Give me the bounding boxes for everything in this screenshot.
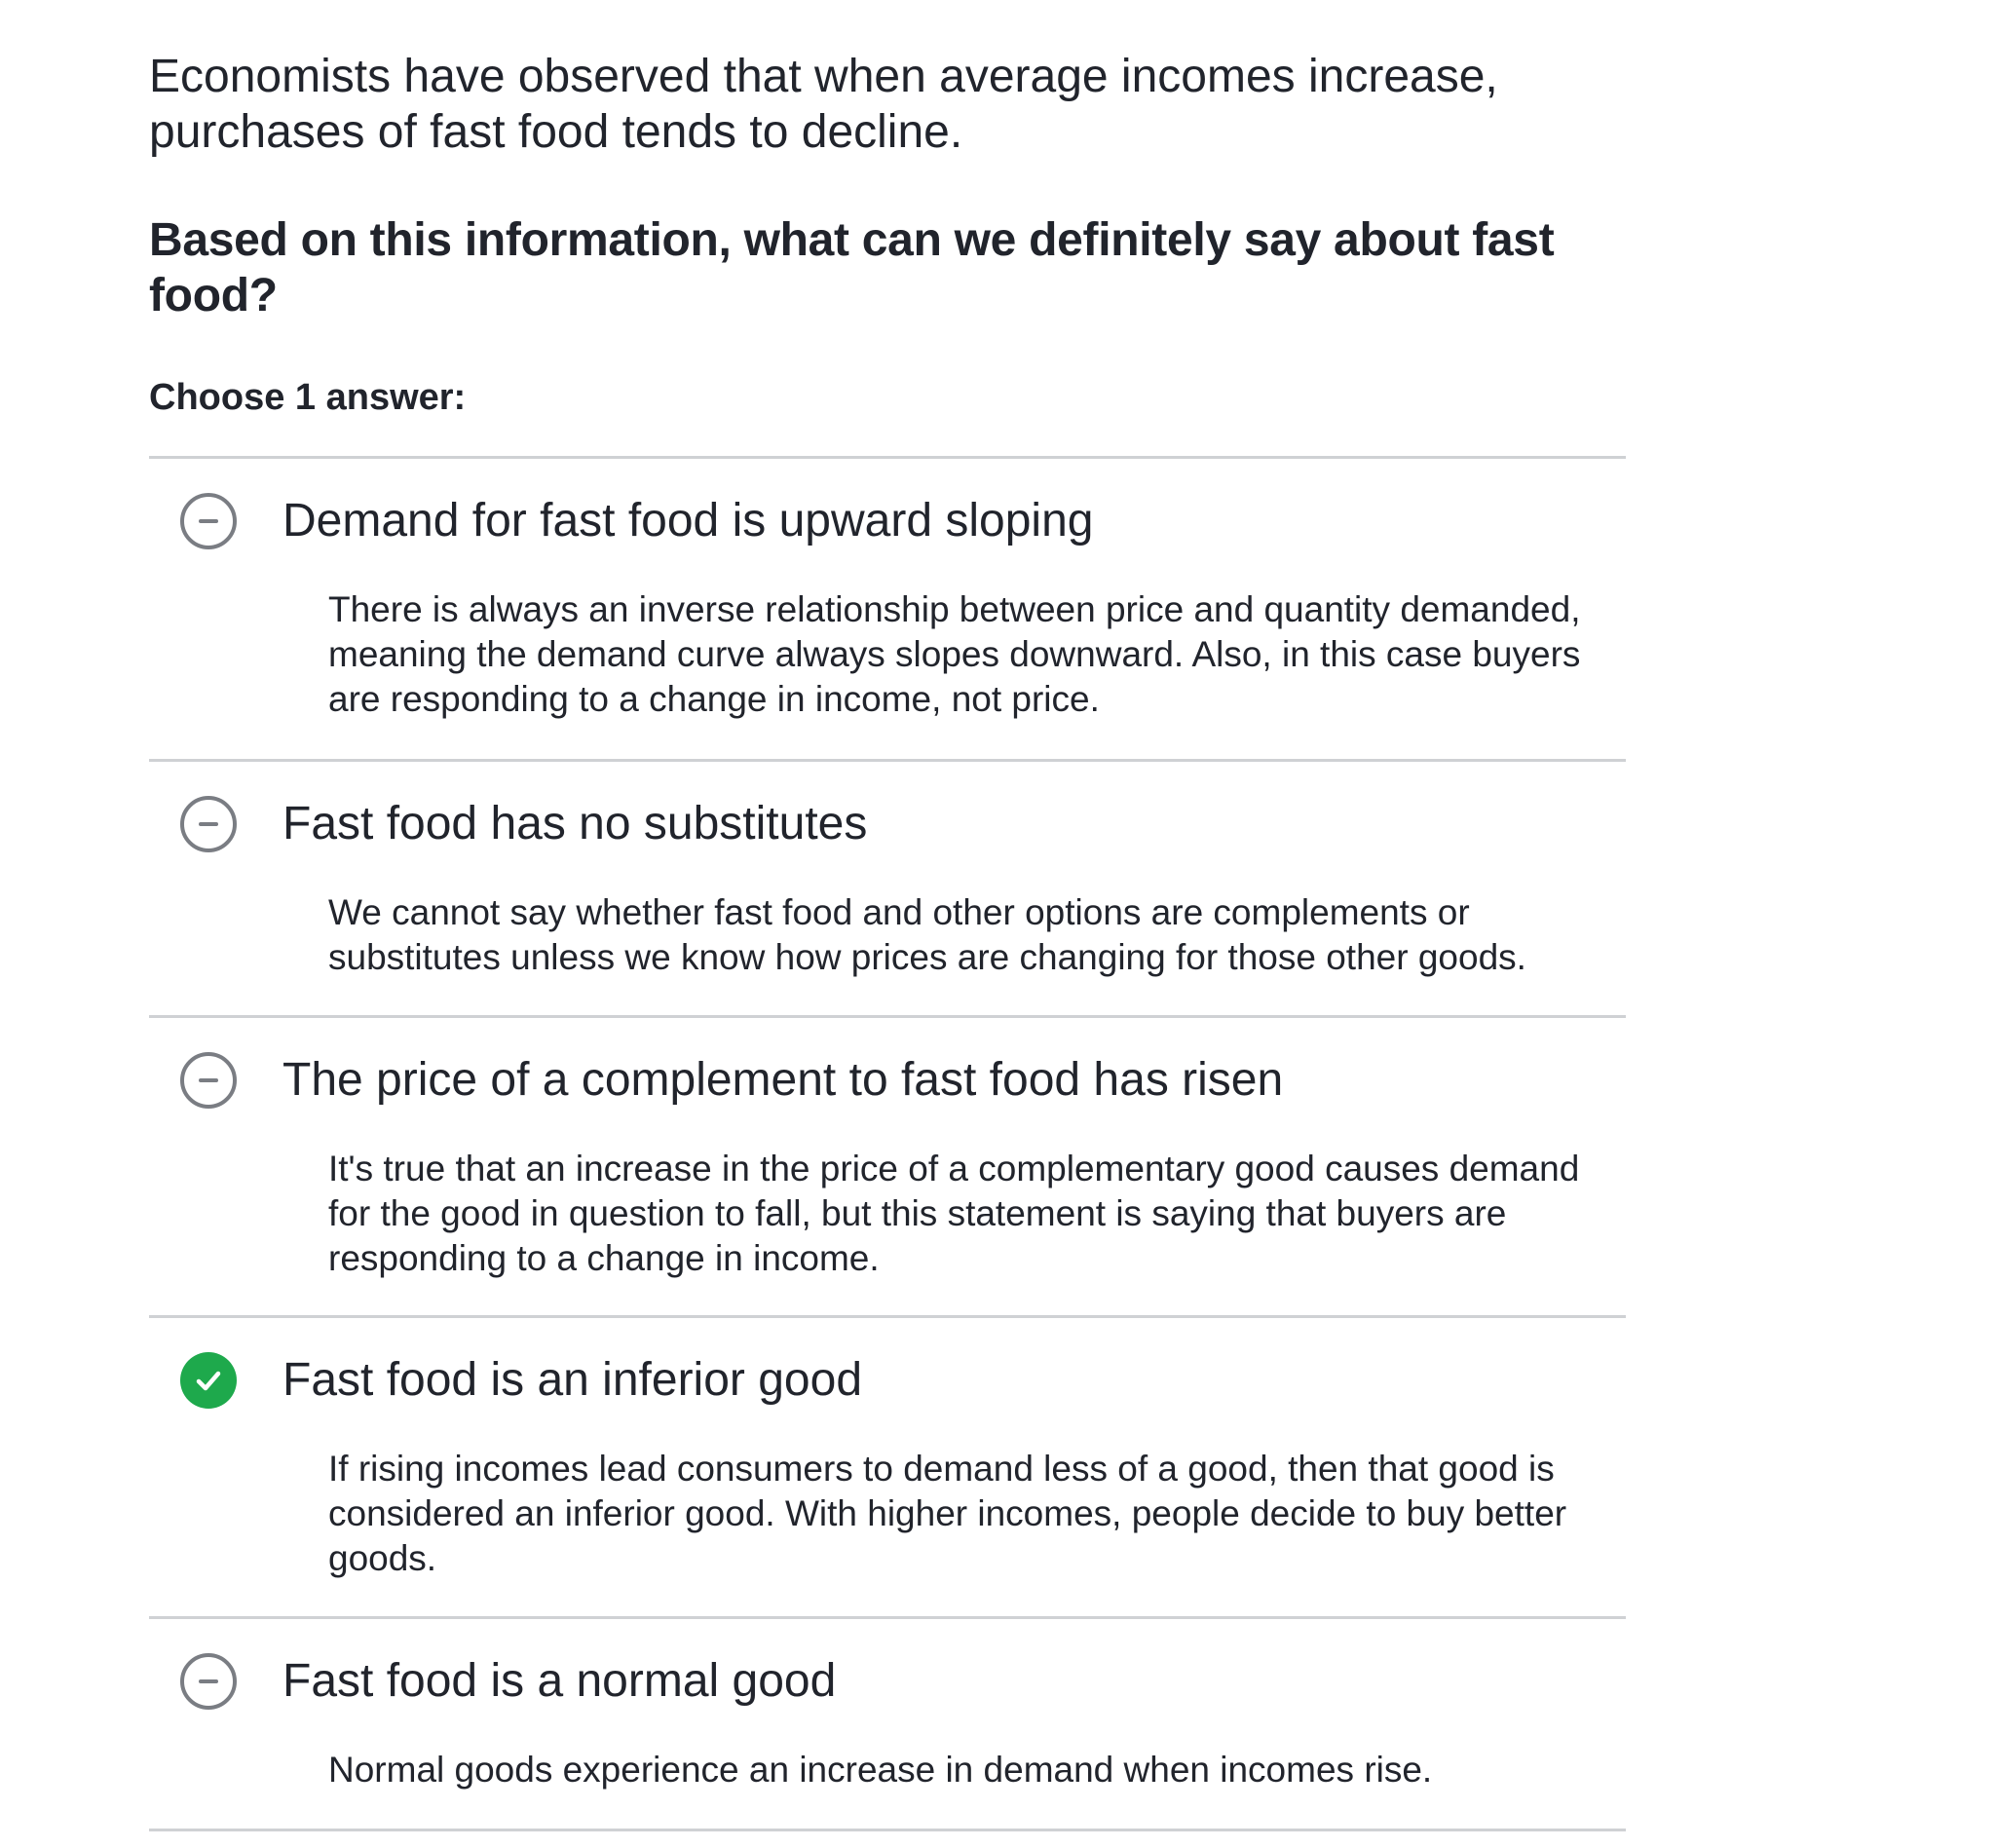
choice-label: Demand for fast food is upward sloping bbox=[282, 495, 1094, 547]
question-text: Based on this information, what can we definitely say about fast food? bbox=[149, 214, 1555, 321]
choice-option[interactable] bbox=[149, 1619, 1626, 1831]
exercise-content bbox=[149, 49, 1649, 1831]
choice-rationale: If rising incomes lead consumers to demand less of a good, then that good is considered an inferior good. With higher incomes, people decide to buy better goods. bbox=[328, 1449, 1567, 1578]
answer-instruction: Choose 1 answer: bbox=[149, 377, 467, 418]
choice-label: Fast food is a normal good bbox=[282, 1655, 837, 1707]
choice-option[interactable] bbox=[149, 1018, 1626, 1318]
choice-rationale: Normal goods experience an increase in demand when incomes rise. bbox=[328, 1750, 1433, 1790]
crossed-out-icon[interactable] bbox=[180, 796, 237, 852]
crossed-out-icon[interactable] bbox=[180, 1052, 237, 1109]
choice-list bbox=[149, 456, 1626, 1831]
choice-label: The price of a complement to fast food has risen bbox=[282, 1054, 1284, 1106]
choice-option[interactable] bbox=[149, 459, 1626, 762]
choice-option[interactable] bbox=[149, 762, 1626, 1018]
question-prompt: Economists have observed that when average incomes increase, purchases of fast food tends to decline. bbox=[149, 51, 1498, 158]
choice-rationale: It's true that an increase in the price of a complementary good causes demand for the good in question to fall, but this statement is saying that buyers are responding to a change in income. bbox=[328, 1149, 1580, 1278]
choice-label: Fast food has no substitutes bbox=[282, 798, 868, 849]
crossed-out-icon[interactable] bbox=[180, 1653, 237, 1710]
choice-rationale: There is always an inverse relationship between price and quantity demanded, meaning the demand curve always slopes downward. Also, in this case buyers are responding to a change in income, not price. bbox=[328, 589, 1581, 719]
check-icon[interactable] bbox=[180, 1352, 237, 1409]
choice-label: Fast food is an inferior good bbox=[282, 1354, 863, 1406]
crossed-out-icon[interactable] bbox=[180, 493, 237, 549]
choice-rationale: We cannot say whether fast food and other options are complements or substitutes unless we know how prices are changing for those other goods. bbox=[328, 892, 1526, 977]
choice-option-correct[interactable] bbox=[149, 1318, 1626, 1619]
